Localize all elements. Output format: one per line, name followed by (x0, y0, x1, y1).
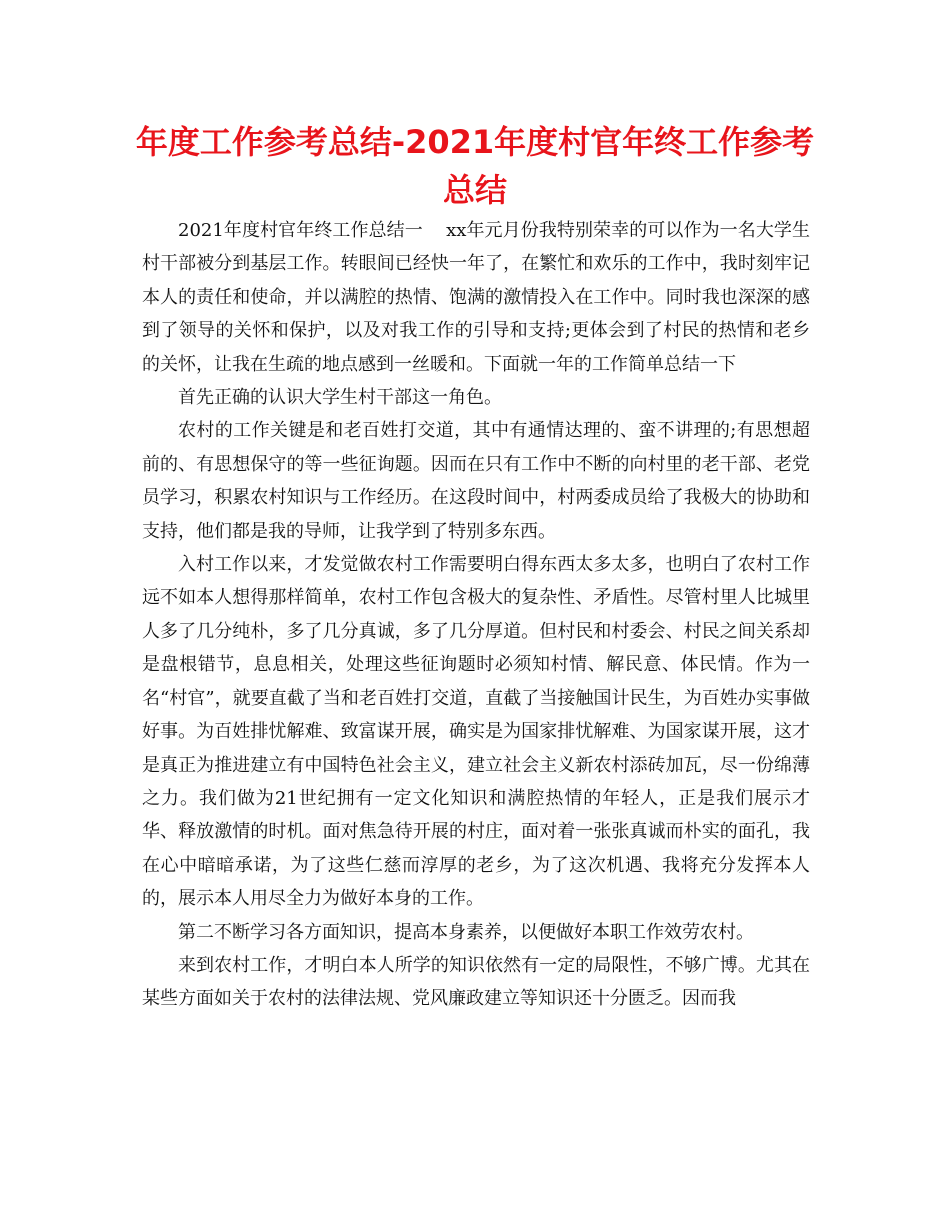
document-body (142, 214, 810, 1016)
paragraph: 2021年度村官年终工作总结一 xx年元月份我特别荣幸的可以作为一名大学生村干部被分到基层工作。转眼间已经快一年了，在繁忙和欢乐的工作中，我时刻牢记本人的责任和使命，并以满腔的热情、饱满的激情投入在工作中。同时我也深深的感到了领导的关怀和保护，以及对我工作的引导和支持;更体会到了村民的热情和老乡的关怀，让我在生疏的地点感到一丝暖和。下面就一年的工作简单总结一下 (142, 220, 810, 375)
paragraph: 首先正确的认识大学生村干部这一角色。 (178, 387, 502, 409)
paragraph: 农村的工作关键是和老百姓打交道，其中有通情达理的、蛮不讲理的;有思想超前的、有思想保守的等一些征询题。因而在只有工作中不断的向村里的老干部、老党员学习，积累农村知识与工作经历。在这段时间中，村两委成员给了我极大的协助和支持，他们都是我的导师，让我学到了特别多东西。 (142, 420, 810, 542)
paragraph: 入村工作以来，才发觉做农村工作需要明白得东西太多太多，也明白了农村工作远不如本人想得那样简单，农村工作包含极大的复杂性、矛盾性。尽管村里人比城里人多了几分纯朴，多了几分真诚，多了几分厚道。但村民和村委会、村民之间关系却是盘根错节，息息相关，处理这些征询题时必须知村情、解民意、体民情。作为一名“村官”，就要直截了当和老百姓打交道，直截了当接触国计民生，为百姓办实事做好事。为百姓排忧解难、致富谋开展，确实是为国家排忧解难、为国家谋开展，这才是真正为推进建立有中国特色社会主义，建立社会主义新农村添砖加瓦，尽一份绵薄之力。我们做为21世纪拥有一定文化知识和满腔热情的年轻人，正是我们展示才华、释放激情的时机。面对焦急待开展的村庄，面对着一张张真诚而朴实的面孔，我在心中暗暗承诺，为了这些仁慈而淳厚的老乡，为了这次机遇、我将充分发挥本人的，展示本人用尽全力为做好本身的工作。 (142, 554, 810, 910)
paragraph: 来到农村工作，才明白本人所学的知识依然有一定的局限性，不够广博。尤其在某些方面如关于农村的法律法规、党风廉政建立等知识还十分匮乏。因而我 (142, 954, 810, 1010)
paragraph: 第二不断学习各方面知识，提高本身素养，以便做好本职工作效劳农村。 (178, 921, 754, 943)
document-title: 年度工作参考总结-2021年度村官年终工作参考总结 (135, 123, 815, 209)
